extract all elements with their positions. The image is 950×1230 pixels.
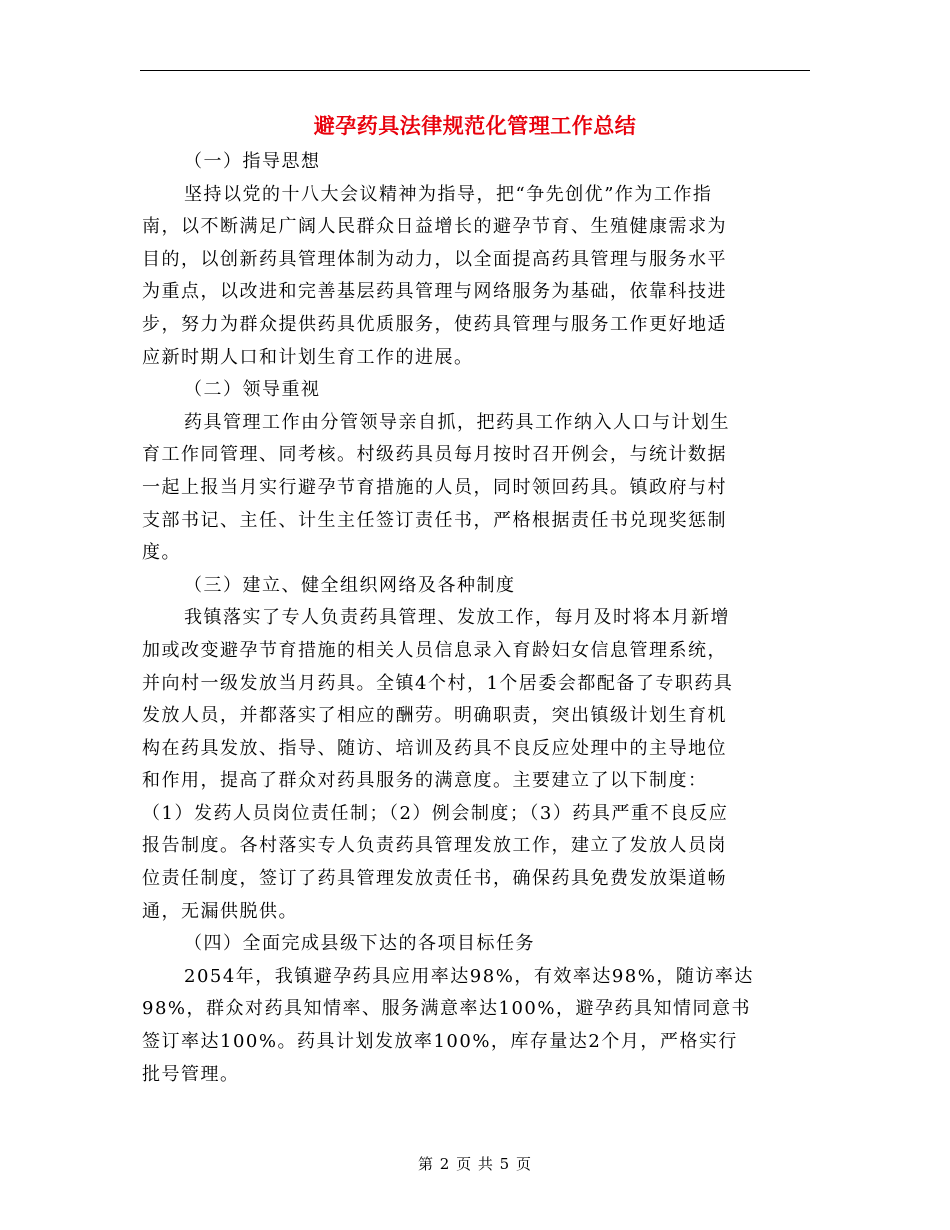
document-body	[142, 146, 808, 1091]
paragraph-line: 目的，以创新药具管理体制为动力，以全面提高药具管理与服务水平	[142, 248, 727, 270]
paragraph-line: 签订率达100%。药具计划发放率100%，库存量达2个月，严格实行	[142, 1031, 738, 1053]
paragraph-line: 度。	[142, 542, 181, 564]
paragraph-line: 通，无漏供脱供。	[142, 900, 298, 922]
page-footer: 第 2 页 共 5 页	[418, 1155, 532, 1173]
paragraph-line: 育工作同管理、同考核。村级药具员每月按时召开例会，与统计数据	[142, 444, 727, 466]
section-heading-4: （四）全面完成县级下达的各项目标任务	[184, 933, 535, 955]
paragraph-line: 坚持以党的十八大会议精神为指导，把“争先创优”作为工作指	[184, 183, 713, 205]
section-heading-2: （二）领导重视	[184, 379, 321, 401]
paragraph-line: 我镇落实了专人负责药具管理、发放工作，每月及时将本月新增	[184, 607, 730, 629]
paragraph-line: 发放人员，并都落实了相应的酬劳。明确职责，突出镇级计划生育机	[142, 705, 727, 727]
paragraph-line: 报告制度。各村落实专人负责药具管理发放工作，建立了发放人员岗	[142, 835, 727, 857]
paragraph-line: 为重点，以改进和完善基层药具管理与网络服务为基础，依靠科技进	[142, 281, 727, 303]
paragraph-line: 2054年，我镇避孕药具应用率达98%，有效率达98%，随访率达	[184, 965, 754, 987]
section-heading-1: （一）指导思想	[184, 151, 321, 172]
paragraph-line: 加或改变避孕节育措施的相关人员信息录入育龄妇女信息管理系统，	[142, 639, 727, 661]
paragraph-line: 药具管理工作由分管领导亲自抓，把药具工作纳入人口与计划生	[184, 411, 730, 433]
paragraph-line: 应新时期人口和计划生育工作的进展。	[142, 346, 474, 368]
paragraph-line: 构在药具发放、指导、随访、培训及药具不良反应处理中的主导地位	[142, 737, 727, 759]
paragraph-line: 南，以不断满足广阔人民群众日益增长的避孕节育、生殖健康需求为	[142, 216, 727, 238]
paragraph-line: （1）发药人员岗位责任制；（2）例会制度；（3）药具严重不良反应	[142, 802, 729, 824]
paragraph-line: 并向村一级发放当月药具。全镇4个村，1个居委会都配备了专职药具	[142, 672, 734, 694]
paragraph-line: 支部书记、主任、计生主任签订责任书，严格根据责任书兑现奖惩制	[142, 509, 727, 531]
document-title: 避孕药具法律规范化管理工作总结	[313, 113, 637, 138]
header-rule	[140, 70, 810, 71]
paragraph-line: 98%，群众对药具知情率、服务满意率达100%，避孕药具知情同意书	[142, 998, 751, 1020]
paragraph-line: 步，努力为群众提供药具优质服务，使药具管理与服务工作更好地适	[142, 313, 727, 335]
paragraph-line: 一起上报当月实行避孕节育措施的人员，同时领回药具。镇政府与村	[142, 476, 727, 498]
paragraph-line: 批号管理。	[142, 1063, 240, 1085]
paragraph-line: 和作用，提高了群众对药具服务的满意度。主要建立了以下制度：	[142, 770, 708, 792]
section-heading-3: （三）建立、健全组织网络及各种制度	[184, 574, 516, 596]
paragraph-line: 位责任制度，签订了药具管理发放责任书，确保药具免费发放渠道畅	[142, 868, 727, 890]
